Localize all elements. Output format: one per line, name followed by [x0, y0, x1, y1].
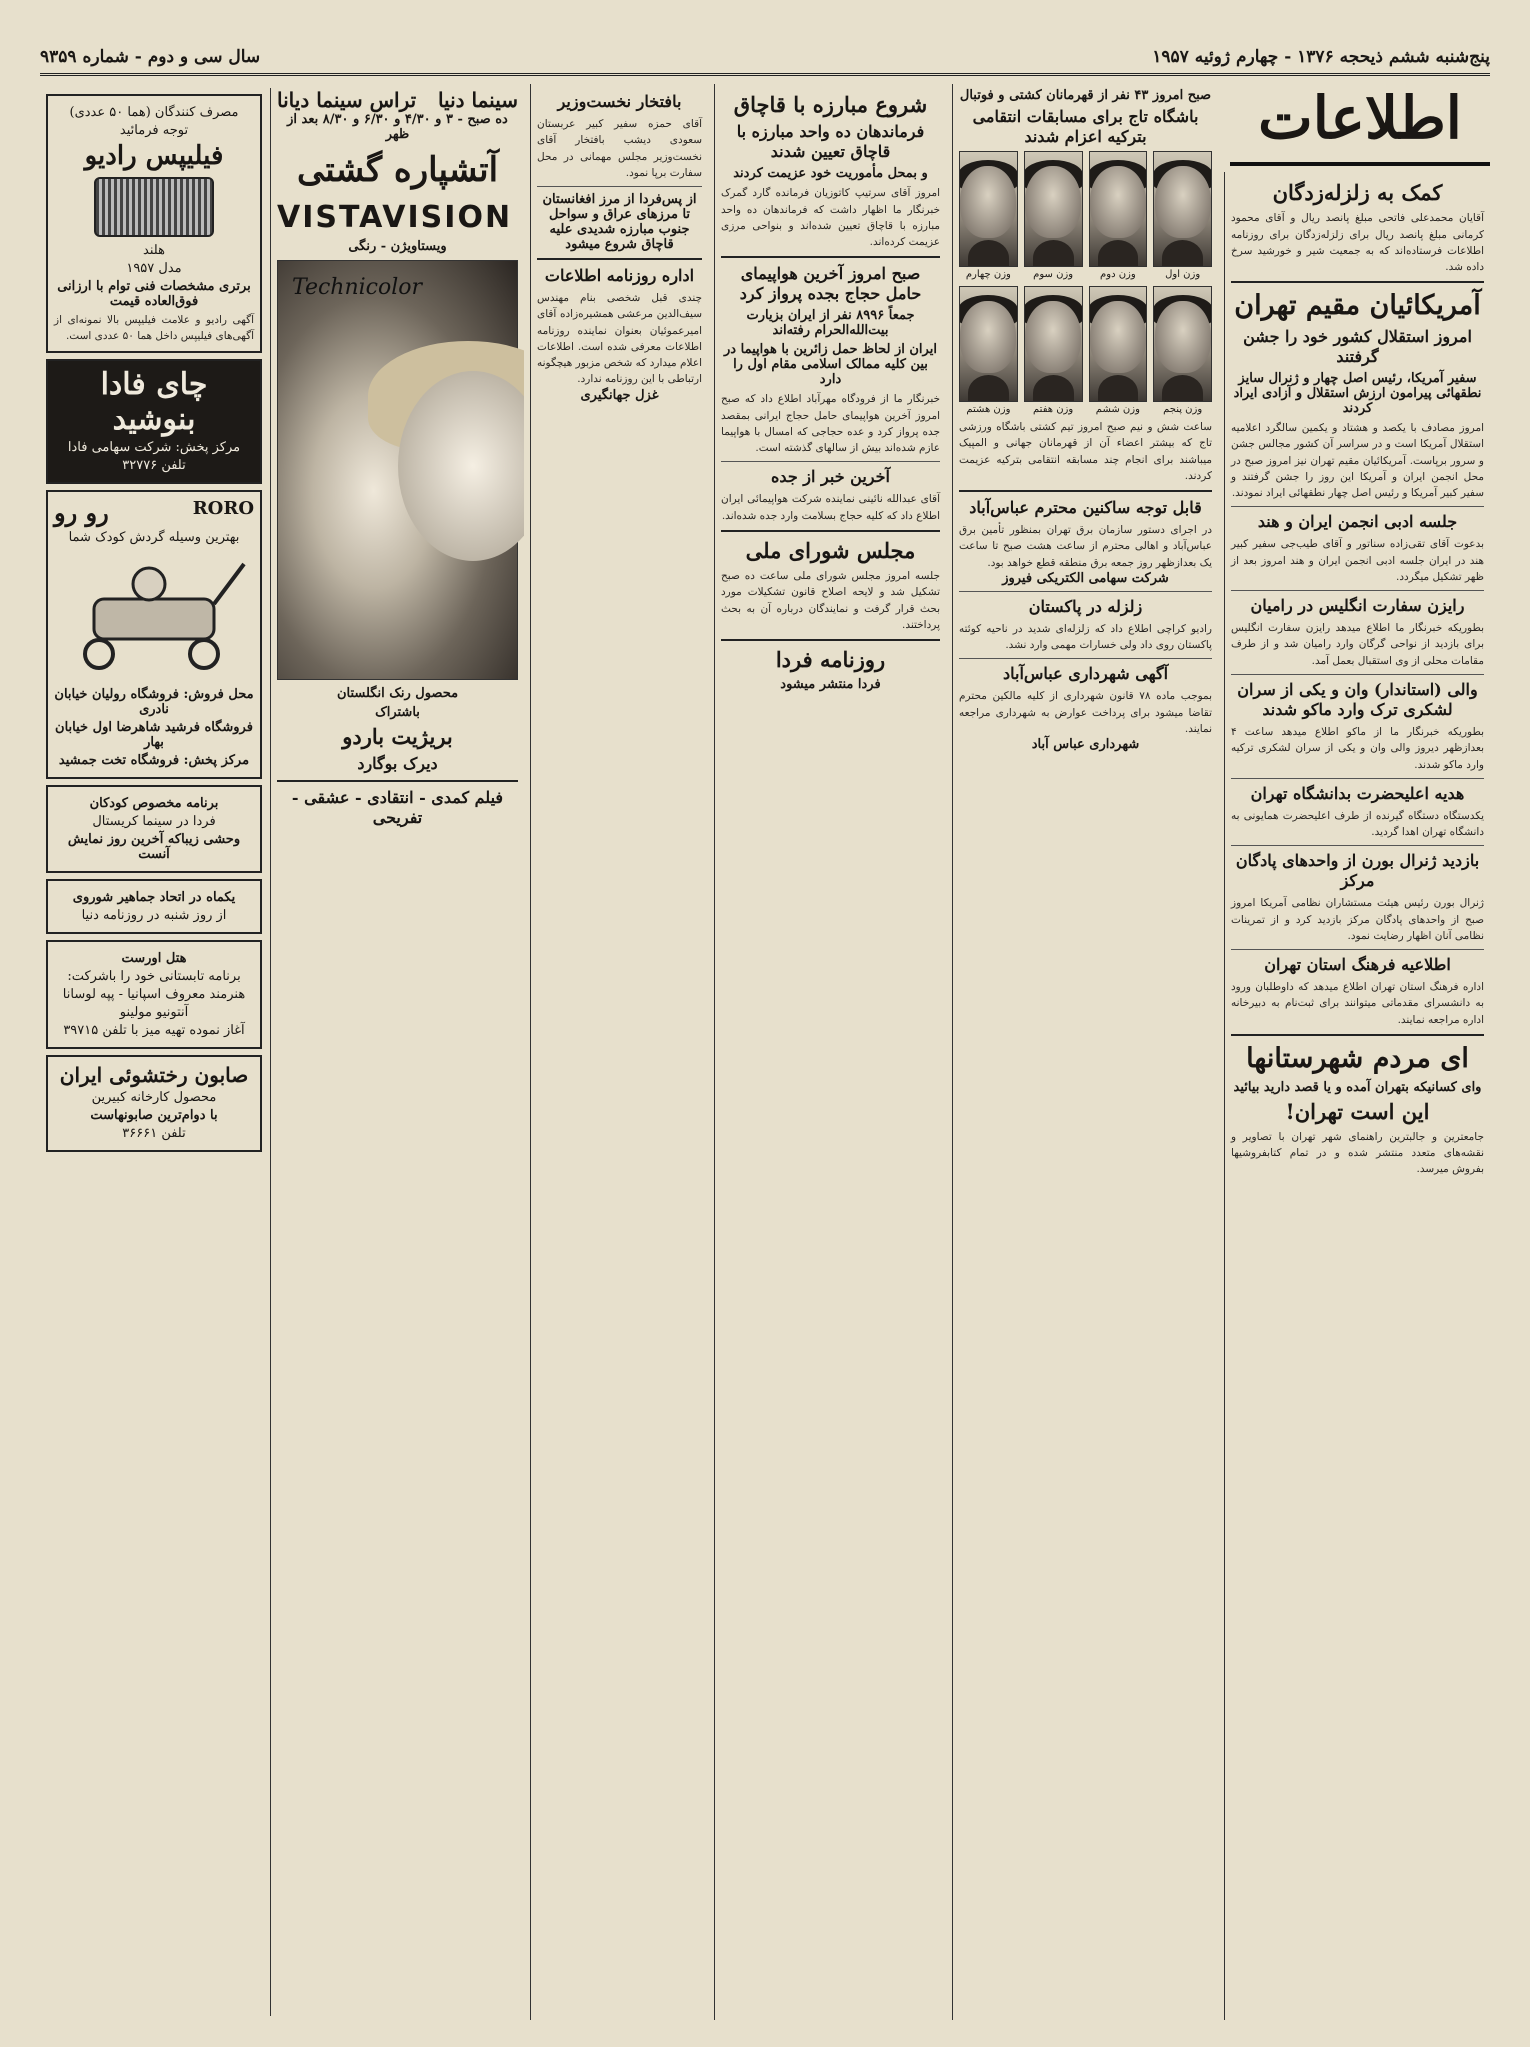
roro-text: بهترین وسیله گردش کودک شما	[68, 529, 240, 545]
pilgrims-deck: جمعاً ۸۹۹۶ نفر از ایران بزیارت بیت‌الله‌الحرام رفته‌اند	[746, 308, 915, 339]
wrestlers-text: ساعت شش و نیم صبح امروز تیم کشتی باشگاه ورزشی تاج که بیشتر اعضاء آن از قهرمانان جهانی و المپیک میباشند برای انجام چند مسابقه انتقامی بترکیه عزیمت کردند.	[959, 421, 1212, 482]
wrestlers-headline: باشگاه تاج برای مسابقات انتقامی بترکیه اعزام شدند	[972, 107, 1199, 146]
technicolor-logo: Technicolor	[292, 275, 423, 300]
pm-honor-headline: بافتخار نخست‌وزیر	[557, 92, 682, 111]
soap-phone: تلفن ۳۶۶۶۱	[122, 1125, 186, 1141]
column-wrestlers	[952, 84, 1218, 2020]
column-ads	[40, 84, 524, 2020]
soap-ad	[46, 1055, 262, 1152]
kids-title: برنامه مخصوص کودکان	[89, 795, 219, 811]
film-credit-2: باشتراک	[375, 705, 420, 720]
column-right	[1224, 172, 1490, 2020]
abbasabad-notice-headline: قابل توجه ساکنین محترم عباس‌آباد	[969, 498, 1202, 518]
small-ads	[46, 88, 262, 2016]
wrestler-photo: وزن اول	[1153, 151, 1212, 280]
education-notice-text: اداره فرهنگ استان تهران اطلاع میدهد که داوطلبان ورود به دانشسرای مقدماتی میتوانند برای ثبت‌نام به دبیرخانه اداره مراجعه نمایند.	[1231, 981, 1484, 1026]
van-governor-headline: والی (استاندار) وان و یکی از سران لشکری ترک وارد ماکو شدند	[1237, 679, 1478, 719]
ettelaat-office-sign: غزل جهانگیری	[580, 387, 659, 403]
issue-date: پنج‌شنبه ششم ذیحجه ۱۳۷۶ - چهارم ژوئیه ۱۹۵۷	[1152, 46, 1490, 67]
philips-model: مدل ۱۹۵۷	[126, 261, 182, 276]
literary-session-headline: جلسه ادبی انجمن ایران و هند	[1257, 512, 1458, 532]
jeddah-text: آقای عبدالله نائینی نماینده شرکت هواپیمائی ایران اطلاع داد که کلیه حجاج بسلامت وارد جده شده‌اند.	[721, 493, 940, 522]
americans-headline: آمریکائیان مقیم تهران	[1234, 290, 1481, 322]
majlis-text: جلسه امروز مجلس شورای ملی ساعت ده صبح تشکیل شد و لایحه اصلاح قانون تشکیلات مورد بحث قرار گرفت و نمایندگان درباره آن به بحث پرداختند.	[721, 570, 940, 631]
municipality-notice-text: بموجب ماده ۷۸ قانون شهرداری از کلیه مالکین محترم تقاضا میشود برای پرداخت عوارض به شهرداری مراجعه نمایند.	[959, 690, 1212, 735]
wrestler-photo: وزن پنجم	[1153, 286, 1212, 415]
masthead-title: اطلاعات	[1230, 84, 1490, 166]
university-gift-text: یکدستگاه دستگاه گیرنده از طرف اعلیحضرت همایونی به دانشگاه تهران اهدا گردید.	[1231, 809, 1484, 839]
philips-sub: توجه فرمائید	[119, 123, 189, 138]
fada-sub: مرکز پخش: شرکت سهامی فادا	[67, 439, 241, 455]
fada-tea-ad	[46, 359, 262, 484]
abbasabad-notice-text: در اجرای دستور سازمان برق تهران بمنظور تأمین برق عباس‌آباد و اهالی محترم از ساعت هشت صبح تا ساعت یک بعدازظهر روز جمعه برق منطقه قطع خواهد بود.	[959, 524, 1212, 569]
pilgrims-headline: صبح امروز آخرین هواپیمای حامل حجاج بجده پرواز کرد	[739, 264, 922, 304]
philips-slogan: برتری مشخصات فنی توام با ارزانی فوق‌العاده قیمت	[57, 279, 251, 309]
quake-aid-text: آقایان محمدعلی فاتحی مبلغ پانصد ریال و آقای محمود کرمانی مبلغ پانصد ریال برای زلزله‌زدگان برای روزنامه اطلاعات فرستاده‌اند که به جمعیت شیر و خورشید سرخ داده شد.	[1231, 212, 1484, 274]
film-credit-1: محصول رنک انگلستان	[336, 686, 459, 701]
provinces-ad-text: جامعترین و جالبترین راهنمای شهر تهران با تصاویر و نقشه‌های متعدد منتشر شده و در تمام کتابفروشیها بفروش میرسد.	[1231, 1130, 1484, 1176]
wrestlers-kicker: صبح امروز ۴۳ نفر از قهرمانان کشتی و فوتبال	[959, 88, 1212, 103]
philips-pre: مصرف کنندگان (هما ۵۰ عددی)	[69, 105, 239, 120]
british-counselor-headline: رایزن سفارت انگلیس در رامیان	[1250, 596, 1465, 616]
stroller-icon	[54, 554, 254, 674]
column-smuggling	[714, 84, 946, 2020]
general-visit-headline: بازدید ژنرال بورن از واحدهای پادگان مرکز	[1235, 851, 1480, 891]
hotel-l3: آنتونیو مولینو	[119, 1004, 189, 1020]
jeddah-headline: آخرین خبر از جده	[771, 467, 890, 487]
vistavision-logo: VISTAVISION	[277, 200, 513, 235]
kids-sub: فردا در سینما کریستال	[92, 813, 216, 829]
star-bardot: بریژیت باردو	[342, 724, 453, 749]
roro-fa: رو رو	[54, 497, 109, 527]
wrestler-photos	[959, 151, 1212, 415]
wrestler-photo: وزن چهارم	[959, 151, 1018, 280]
smuggling-headline: شروع مبارزه با قاچاق	[733, 92, 928, 117]
municipality-notice-sign: شهرداری عباس آباد	[1031, 737, 1140, 753]
fada-title: چای فادا بنوشید	[100, 366, 208, 437]
radio-icon	[94, 177, 214, 237]
cinema-ad	[270, 88, 518, 2016]
film-genre: فیلم کمدی - انتقادی - عشقی - تفریحی	[291, 788, 504, 828]
wrestler-photo: وزن ششم	[1089, 286, 1148, 415]
americans-subheadline: امروز استقلال کشور خود را جشن گرفتند	[1243, 327, 1472, 367]
film-still-photo	[277, 260, 518, 680]
roro-store-1: محل فروش: فروشگاه رولیان خیابان نادری	[54, 686, 254, 717]
smuggling-deck: و بمحل مأموریت خود عزیمت کردند	[733, 166, 928, 182]
general-visit-text: ژنرال بورن رئیس هیئت مستشاران نظامی آمریکا امروز صبح از واحدهای پادگان مرکز بازدید کرد و از تمرینات نظامی آنان اظهار رضایت نمود.	[1231, 897, 1484, 942]
ussr-sub: از روز شنبه در روزنامه دنیا	[81, 907, 227, 923]
municipality-notice-headline: آگهی شهرداری عباس‌آباد	[1002, 664, 1169, 684]
soap-line: با دوام‌ترین صابونهاست	[90, 1107, 218, 1123]
education-notice-headline: اطلاعیه فرهنگ استان تهران	[1264, 955, 1451, 975]
top-bar	[40, 40, 1490, 76]
smuggling-text: امروز آقای سرتیپ کاتوزیان فرمانده گارد گمرک خبرنگار ما اظهار داشت که فرماندهان ده واحد مبارزه با قاچاق تعیین شده‌اند و بنواحی مرزی عزیمت کرده‌اند.	[721, 187, 940, 249]
philips-country: هلند	[143, 243, 165, 258]
van-governor-text: بطوریکه خبرنگار ما از ماکو اطلاع میدهد ساعت ۴ بعدازظهر دیروز والی وان و یکی از سران لشکری ترکیه وارد ماکو شدند.	[1231, 725, 1484, 771]
soap-sub: محصول کارخانه کبیرین	[91, 1089, 217, 1105]
provinces-ad-headline: ای مردم شهرستانها	[1246, 1042, 1469, 1074]
kids-program-ad	[46, 785, 262, 873]
fada-phone: تلفن ۳۲۷۷۶	[122, 457, 186, 473]
quake-aid-headline: کمک به زلزله‌زدگان	[1272, 180, 1443, 205]
wrestler-photo: وزن سوم	[1024, 151, 1083, 280]
smuggling-subheadline: فرماندهان ده واحد مبارزه با قاچاق تعیین شدند	[736, 122, 925, 162]
column-notices	[530, 84, 708, 2020]
hotel-everest-ad	[46, 940, 262, 1049]
star-bogarde: دیرک بوگارد	[357, 754, 438, 774]
university-gift-headline: هدیه اعلیحضرت بدانشگاه تهران	[1250, 783, 1465, 803]
vistavision-fa: ویستاویژن - رنگی	[348, 239, 447, 254]
wrestler-photo: وزن هشتم	[959, 286, 1018, 415]
hotel-l4: آغاز نموده تهیه میز با تلفن ۳۹۷۱۵	[63, 1022, 245, 1038]
americans-text: امروز مصادف با یکصد و هشتاد و یکمین سالگرد اعلامیه استقلال آمریکا است و در سراسر آن کشور مجالس جشن و سرور برپاست. آمریکائیان مقیم تهران نیز امروز صبح در محل انجمن ایران و آمریکا این روز را جشن گرفتند و سفیر کبیر آمریکا و رئیس اصل چهار نطقهائی ایراد نمودند.	[1231, 422, 1484, 500]
americans-deck: سفیر آمریکا، رئیس اصل چهار و ژنرال سایز نطقهائی پیرامون ارزش استقلال و آزادی ایراد کردند	[1233, 371, 1482, 417]
literary-session-text: بدعوت آقای تقی‌زاده سناتور و آقای طیب‌جی سفیر کبیر هند در ایران جلسه ادبی انجمن ایران و هند امروز بعد از ظهر تشکیل میگردد.	[1231, 538, 1484, 583]
cinema-donya-title: سینما دنیا	[437, 88, 518, 112]
farda-sub: فردا منتشر میشود	[780, 677, 881, 693]
hotel-l1: برنامه تابستانی خود را باشرکت:	[67, 968, 241, 984]
farda-title: روزنامه فردا	[775, 647, 886, 673]
roro-ad	[46, 490, 262, 779]
soap-title: صابون رختشوئی ایران	[59, 1062, 249, 1087]
roro-store-2: فروشگاه فرشید شاهرضا اول خیابان بهار	[55, 719, 253, 750]
philips-text: آگهی رادیو و علامت فیلیپس بالا نمونه‌ای از آگهی‌های فیلیپس داخل هما ۵۰ عددی است.	[54, 314, 254, 343]
philips-ad	[46, 94, 262, 353]
provinces-ad-sub: وای کسانیکه بتهران آمده و یا قصد دارید بیائید	[1233, 1079, 1482, 1095]
pakistan-quake-headline: زلزله در پاکستان	[1028, 596, 1143, 616]
pilgrims-text: خبرنگار ما از فرودگاه مهرآباد اطلاع داد که صبح امروز آخرین هواپیمای حامل حجاج ایرانی بمقصد جده پرواز کرد و عده حجاجی که امسال با هواپیما عازم شده‌اند بیش از سالهای گذشته است.	[721, 393, 940, 455]
pm-honor-text: آقای حمزه سفیر کبیر عربستان سعودی دیشب بافتخار آقای نخست‌وزیر مجلس مهمانی در محل سفارت برپا نمود.	[537, 118, 702, 179]
ettelaat-office-headline: اداره روزنامه اطلاعات	[544, 266, 695, 286]
hotel-l2: هنرمند معروف اسپانیا - پپه لوسانا	[62, 986, 246, 1002]
ussr-serial-ad	[46, 879, 262, 934]
ettelaat-office-text: چندی قبل شخصی بنام مهندس سیف‌الدین مرعشی همشیره‌زاده آقای امیرعموئیان بعنوان نماینده روزنامه اطلاعات معرفی شده است. اطلاعات اعلام میدارد که شخص مزبور هیچگونه ارتباطی با این روزنامه ندارد.	[537, 292, 702, 386]
roro-logo: RORO	[192, 497, 254, 519]
abbasabad-notice-sign: شرکت سهامی الکتریکی فیروز	[1002, 570, 1169, 586]
newspaper-page	[40, 40, 1490, 2020]
british-counselor-text: بطوریکه خبرنگار ما اطلاع میدهد رایزن سفارت انگلیس برای بازدید از نواحی گرگان وارد رامیان شد و از طرف مقامات محلی از وی استقبال بعمل آمد.	[1231, 622, 1484, 667]
philips-title: فیلیپس رادیو	[84, 141, 224, 171]
ussr-title: یکماه در اتحاد جماهیر شوروی	[72, 889, 236, 905]
hotel-title: هتل اورست	[121, 950, 187, 966]
pilgrims-deck-2: ایران از لحاظ حمل زائرین با هواپیما در بین کلیه ممالک اسلامی مقام اول را دارد	[724, 342, 937, 388]
film-title: آتشپاره گشتی	[296, 150, 499, 190]
pakistan-quake-text: رادیو کراچی اطلاع داد که زلزله‌ای شدید در ناحیه کوئته پاکستان روی داد ولی خسارات مهمی وارد نشد.	[959, 622, 1212, 652]
majlis-headline: مجلس شورای ملی	[745, 537, 916, 563]
wrestler-photo: وزن هفتم	[1024, 286, 1083, 415]
this-is-tehran-title: این است تهران!	[1285, 1098, 1430, 1124]
kids-line: وحشی زیباکه آخرین روز نمایش آنست	[67, 831, 241, 862]
issue-number: سال سی و دوم - شماره ۹۳۵۹	[40, 46, 261, 67]
wrestler-photo: وزن دوم	[1089, 151, 1148, 280]
roro-store-3: مرکز پخش: فروشگاه تخت جمشید	[58, 752, 250, 768]
smuggling-kicker: از پس‌فردا از مرز افغانستان تا مرزهای عراق و سواحل جنوب مبارزه شدیدی علیه قاچاق شروع میشود	[542, 192, 697, 253]
showtimes: ده صبح - ۳ و ۴/۳۰ و ۶/۳۰ و ۸/۳۰ بعد از ظهر	[287, 112, 508, 142]
cinema-diana-title: تراس سینما دیانا	[277, 88, 417, 112]
